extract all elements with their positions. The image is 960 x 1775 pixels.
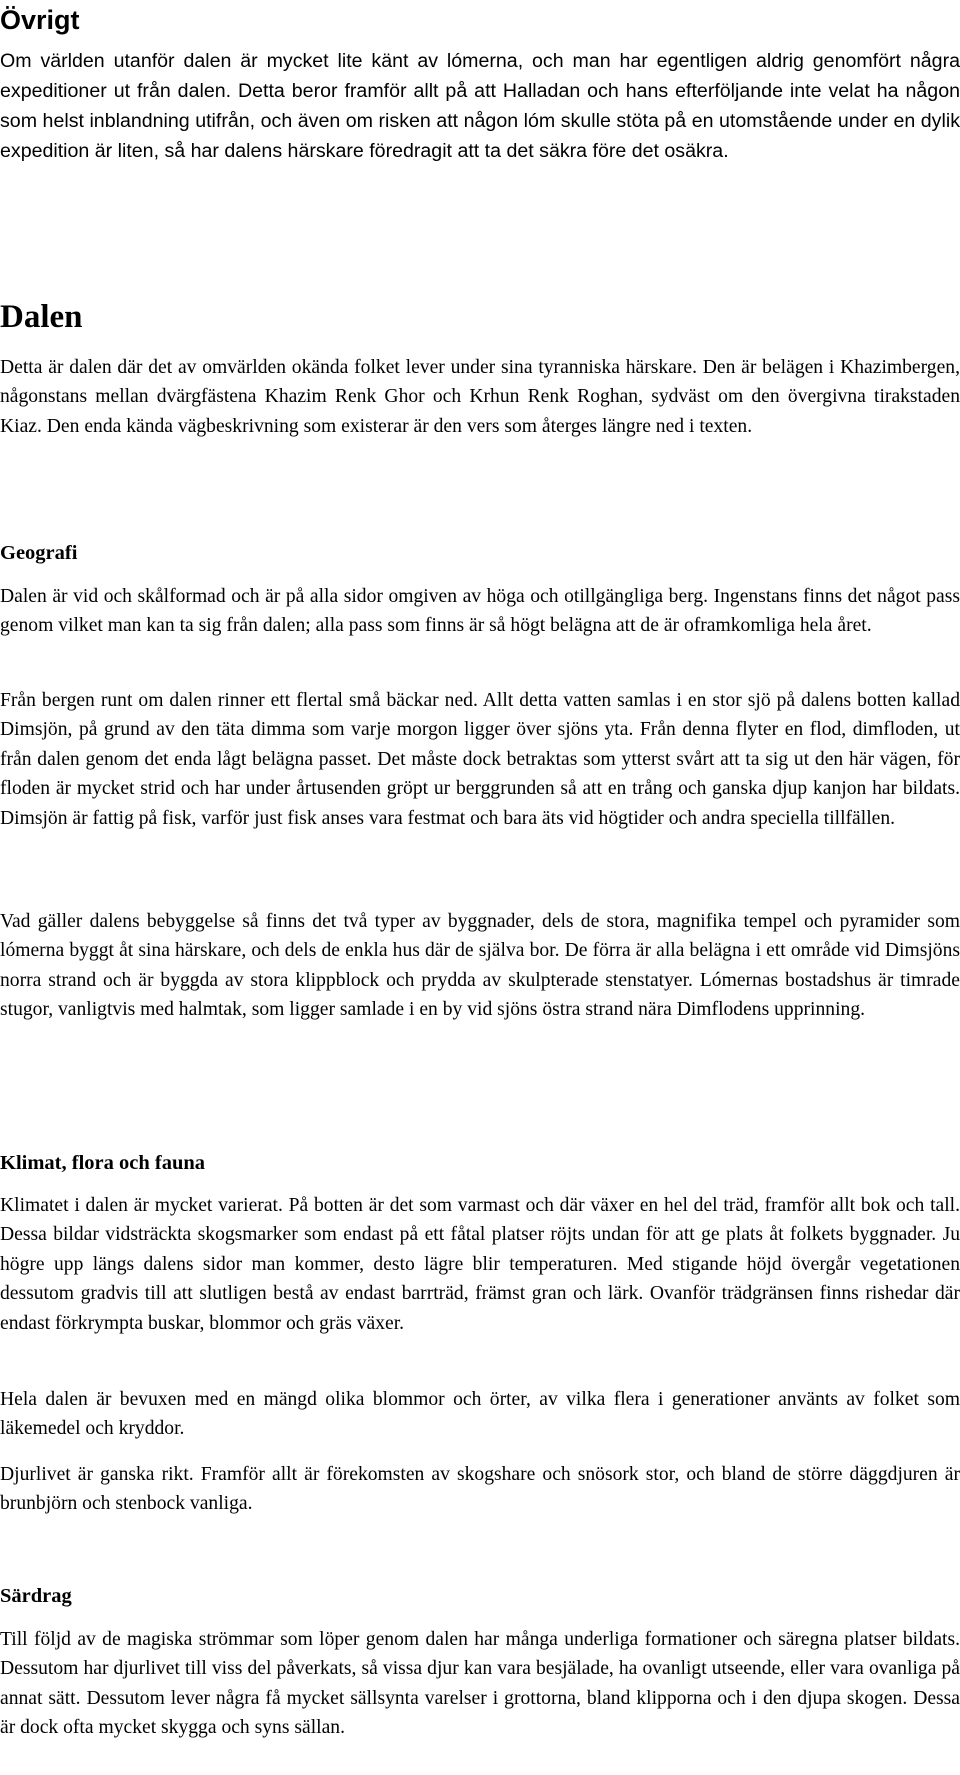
paragraph-klimat-2: Hela dalen är bevuxen med en mängd olika blommor och örter, av vilka flera i generationer använts av folket som läkemedel och kryddor. — [0, 1389, 960, 1440]
paragraph-klimat-3: Djurlivet är ganska rikt. Framför allt är förekomsten av skogshare och snösork stor, och bland de större däggdjuren är brunbjörn och stenbock vanliga. — [0, 1464, 960, 1515]
heading-ovrigt: Övrigt — [0, 5, 80, 35]
paragraph-sardrag: Till följd av de magiska strömmar som löper genom dalen har många underliga formationer och säregna platser bildats. Dessutom har djurlivet till viss del påverkats, så vissa djur kan vara besjälade, ha ovanligt utseende, eller vara ovanliga på annat sätt. Dessutom lever några få mycket sällsynta varelser i grottorna, bland klipporna och i den djupa skogen. Dessa är dock ofta mycket skygga och syns sällan. — [0, 1629, 960, 1739]
paragraph-dalen: Detta är dalen där det av omvärlden okända folket lever under sina tyranniska härskare. Den är belägen i Khazimbergen, någonstans mellan dvärgfästena Khazim Renk Ghor och Krhun Renk Roghan, sydväst om den övergivna tirakstaden Kiaz. Den enda kända vägbeskrivning som existerar är den vers som återges längre ned i texten. — [0, 357, 960, 437]
heading-dalen: Dalen — [0, 299, 83, 335]
paragraph-klimat-1: Klimatet i dalen är mycket varierat. På botten är det som varmast och där växer en hel del träd, framför allt bok och tall. Dessa bildar vidsträckta skogsmarker som endast på ett fåtal platser röjts undan för att ge plats åt folkets byggnader. Ju högre upp längs dalens sidor man kommer, desto lägre blir temperaturen. Med stigande höjd övergår vegetationen dessutom gradvis till att slutligen bestå av endast barrträd, främst gran och lärk. Ovanför trädgränsen finns rishedar där endast förkrympta buskar, blommor och gräs växer. — [0, 1195, 960, 1334]
paragraph-ovrigt: Om världen utanför dalen är mycket lite känt av lómerna, och man har egentligen aldrig genomfört några expeditioner ut från dalen. Detta beror framför allt på att Halladan och hans efterföljande inte velat ha någon som helst inblandning utifrån, och även om risken att någon lóm skulle stöta på en utomstående under en dylik expedition är liten, så har dalens härskare föredragit att ta det säkra före det osäkra. — [0, 50, 960, 162]
heading-sardrag: Särdrag — [0, 1585, 72, 1607]
paragraph-geografi-3: Vad gäller dalens bebyggelse så finns det två typer av byggnader, dels de stora, magnifika tempel och pyramider som lómerna byggt åt sina härskare, och dels de enkla hus där de själva bor. De förra är alla belägna i ett område vid Dimsjöns norra strand och är byggda av stora klippblock och prydda av skulpterade stenstatyer. Lómernas bostadshus är timrade stugor, vanligtvis med halmtak, som ligger samlade i en by vid sjöns östra strand nära Dimflodens upprinning. — [0, 911, 960, 1021]
heading-geografi: Geografi — [0, 542, 78, 564]
paragraph-geografi-1: Dalen är vid och skålformad och är på alla sidor omgiven av höga och otillgängliga berg. Ingenstans finns det något pass genom vilket man kan ta sig från dalen; alla pass som finns är så högt belägna att de är oframkomliga hela året. — [0, 586, 960, 637]
heading-klimat: Klimat, flora och fauna — [0, 1152, 205, 1174]
paragraph-geografi-2: Från bergen runt om dalen rinner ett flertal små bäckar ned. Allt detta vatten samlas i en stor sjö på dalens botten kallad Dimsjön, på grund av den täta dimma som varje morgon ligger över sjöns yta. Från denna flyter en flod, dimfloden, ut från dalen genom det enda lågt belägna passet. Det måste dock betraktas som ytterst svårt att ta sig ut den här vägen, för floden är mycket strid och har under årtusenden gröpt ur berggrunden så att en trång och ganska djup kanjon har bildats. Dimsjön är fattig på fisk, varför just fisk anses vara festmat och bara äts vid högtider och andra speciella tillfällen. — [0, 690, 960, 829]
